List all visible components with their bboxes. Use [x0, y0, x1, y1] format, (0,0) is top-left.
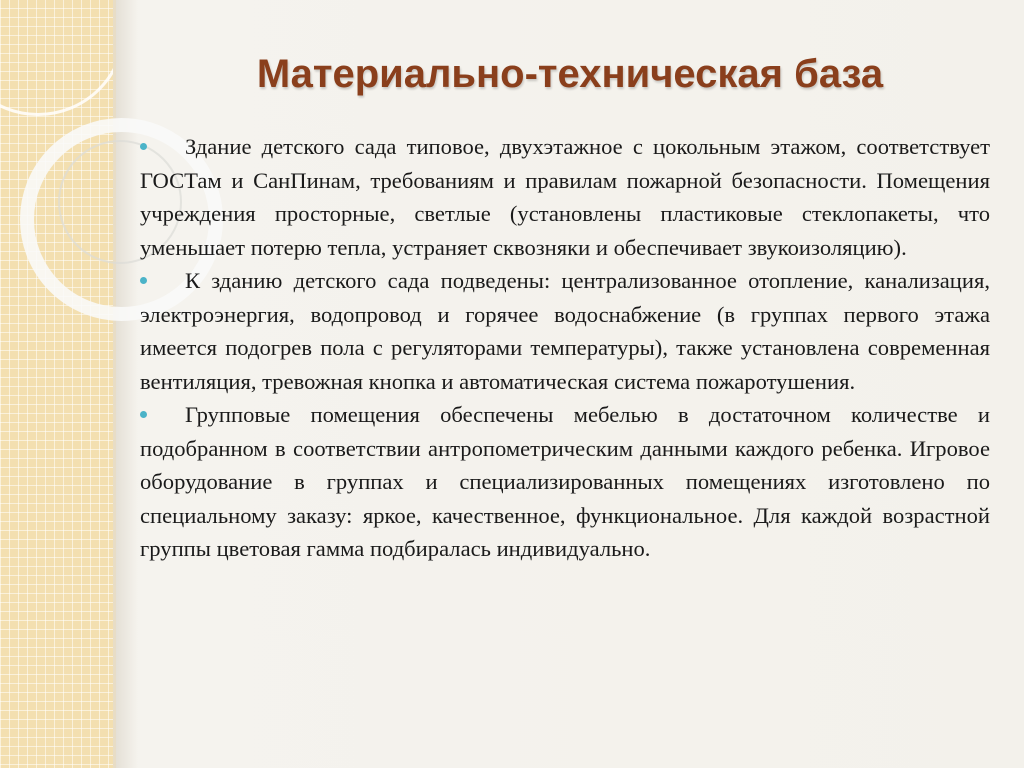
- dot-bullet-icon: [140, 411, 147, 418]
- bullet-item: [140, 264, 990, 398]
- decorative-ring: [0, 0, 113, 116]
- dot-bullet-icon: [140, 143, 147, 150]
- slide-content: [140, 130, 990, 566]
- decorative-side-panel: [0, 0, 113, 768]
- slide-title: Материально-техническая база: [256, 52, 884, 96]
- dot-bullet-icon: [140, 277, 147, 284]
- side-panel-shadow: [116, 0, 138, 768]
- bullet-item: [140, 130, 990, 264]
- bullet-text: Групповые помещения обеспечены мебелью в достаточном количестве и подобранном в соответствии антропометрическим данными каждого ребенка. Игровое оборудование в группах и специализированных помещениях изготовлено по специальному заказу: яркое, качественное, функциональное. Для каждой возрастной группы цветовая гамма подбиралась индивидуально.: [140, 402, 990, 561]
- bullet-item: [140, 398, 990, 566]
- bullet-text: Здание детского сада типовое, двухэтажное с цокольным этажом, соответствует ГОСТам и СанПинам, требованиям и правилам пожарной безопасности. Помещения учреждения просторные, светлые (установлены пластиковые стеклопакеты, что уменьшает потерю тепла, устраняет сквозняки и обеспечивает звукоизоляцию).: [140, 134, 990, 260]
- bullet-text: К зданию детского сада подведены: централизованное отопление, канализация, электроэнергия, водопровод и горячее водоснабжение (в группах первого этажа имеется подогрев пола с регуляторами температуры), также установлена современная вентиляция, тревожная кнопка и автоматическая система пожаротушения.: [140, 268, 990, 394]
